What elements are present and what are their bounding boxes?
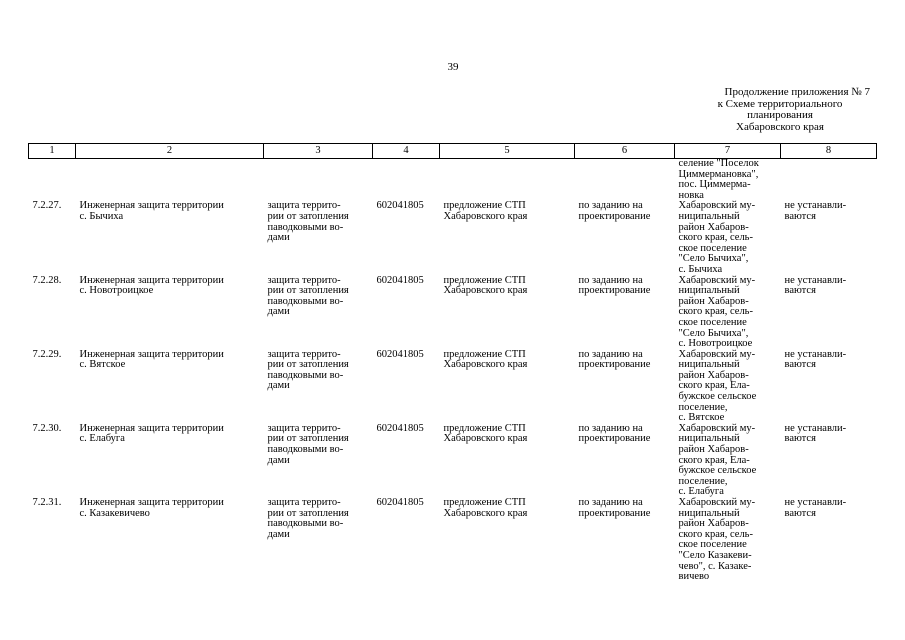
location-line: ское поселение [678, 316, 747, 328]
row-number-line: 7.2.29. [32, 348, 62, 360]
location-line: район Хабаров- [678, 221, 749, 233]
object-name-cell [76, 201, 264, 275]
purpose-cell [264, 350, 373, 424]
purpose-cell [264, 424, 373, 498]
purpose-cell [264, 276, 373, 350]
location-line: "Село Бычиха", [678, 327, 749, 339]
zone-cell [781, 424, 877, 498]
location-line: селение "Поселок [678, 158, 759, 169]
location-line: бужское сельское [678, 465, 757, 477]
location-line: вичево [678, 571, 710, 583]
objects-table [28, 143, 877, 583]
purpose-line: дами [267, 380, 290, 392]
code-line: 602041805 [376, 200, 424, 212]
purpose-line: паводковыми во- [267, 444, 344, 456]
purpose-line: дами [267, 232, 290, 244]
stage-cell [575, 424, 675, 498]
row-number-cell [29, 498, 76, 583]
purpose-line: дами [267, 528, 290, 540]
purpose-line: рии от затопления [267, 210, 349, 222]
location-line: ниципальный [678, 433, 740, 445]
location-line: ского края, Ела- [678, 380, 750, 392]
object-name-line: с. Вятское [79, 359, 126, 371]
location-line: пос. Циммермa- [678, 179, 751, 191]
location-line: район Хабаров- [678, 295, 749, 307]
location-line: поселение, [678, 475, 728, 487]
object-name-line: Инженерная защита территории [79, 274, 224, 286]
header-note-line: Хабаровского края [736, 120, 824, 133]
column-header: 4 [373, 144, 440, 159]
object-name-cell [76, 276, 264, 350]
column-header: 2 [76, 144, 264, 159]
object-name-line: Инженерная защита территории [79, 422, 224, 434]
stage-cell [575, 350, 675, 424]
object-name-line: с. Елабуга [79, 433, 125, 445]
row-number-cell [29, 424, 76, 498]
location-line: ниципальный [678, 210, 740, 222]
source-line: Хабаровского края [443, 359, 528, 371]
zone-line: не устанавли- [784, 274, 847, 286]
object-name-line: Инженерная защита территории [79, 348, 224, 360]
purpose-cell [264, 498, 373, 583]
stage-cell [575, 498, 675, 583]
row-number-line: 7.2.31. [32, 497, 62, 508]
continuation-cell [675, 159, 781, 202]
source-line: Хабаровского края [443, 433, 528, 445]
location-line: ское поселение [678, 539, 747, 551]
location-line: с. Новотроицкое [678, 338, 753, 350]
location-line: ниципальный [678, 507, 740, 519]
location-line: ского края, сель- [678, 528, 753, 540]
purpose-line: дами [267, 454, 290, 466]
object-name-line: Инженерная защита территории [79, 497, 224, 508]
column-header: 7 [675, 144, 781, 159]
source-cell [440, 498, 575, 583]
location-line: ниципальный [678, 285, 740, 297]
location-line: "Село Бычиха", [678, 253, 749, 265]
source-cell [440, 350, 575, 424]
location-cell [675, 350, 781, 424]
zone-cell [781, 498, 877, 583]
column-header: 3 [264, 144, 373, 159]
location-line: ское поселение [678, 242, 747, 254]
source-line: Хабаровского края [443, 285, 528, 297]
location-line: с. Бычиха [678, 263, 723, 275]
stage-line: проектирование [578, 285, 651, 297]
location-line: ниципальный [678, 359, 740, 371]
column-header: 6 [575, 144, 675, 159]
object-name-line: с. Казакевичево [79, 507, 150, 519]
zone-line: ваются [784, 210, 816, 222]
purpose-line: защита террито- [267, 497, 341, 508]
object-name-cell [76, 350, 264, 424]
purpose-line: паводковыми во- [267, 369, 344, 381]
source-line: предложение СТП [443, 274, 526, 286]
stage-line: проектирование [578, 507, 651, 519]
table-row [29, 424, 877, 498]
purpose-cell [264, 201, 373, 275]
location-line: с. Вятское [678, 412, 725, 424]
column-number-row [29, 144, 877, 159]
stage-line: проектирование [578, 210, 651, 222]
code-cell [373, 201, 440, 275]
location-line: бужское сельское [678, 391, 757, 403]
continuation-row [29, 159, 877, 202]
object-name-line: с. Бычиха [79, 210, 124, 222]
source-line: предложение СТП [443, 200, 526, 212]
zone-line: ваются [784, 359, 816, 371]
row-number-line: 7.2.28. [32, 274, 62, 286]
row-number-line: 7.2.30. [32, 422, 62, 434]
table-row [29, 276, 877, 350]
object-name-line: с. Новотроицкое [79, 285, 154, 297]
source-cell [440, 276, 575, 350]
code-cell [373, 350, 440, 424]
location-line: ского края, сель- [678, 306, 753, 318]
zone-line: ваются [784, 285, 816, 297]
stage-cell [575, 201, 675, 275]
purpose-line: паводковыми во- [267, 295, 344, 307]
code-line: 602041805 [376, 497, 424, 508]
purpose-line: паводковыми во- [267, 518, 344, 530]
location-line: с. Елабуга [678, 486, 724, 498]
row-number-cell [29, 276, 76, 350]
location-line: район Хабаров- [678, 518, 749, 530]
row-number-line: 7.2.27. [32, 200, 62, 212]
location-line: поселение, [678, 401, 728, 413]
stage-line: проектирование [578, 433, 651, 445]
location-line: "Село Казакеви- [678, 549, 752, 561]
code-cell [373, 276, 440, 350]
row-number-cell [29, 350, 76, 424]
source-line: предложение СТП [443, 348, 526, 360]
location-line: Хабаровский му- [678, 200, 756, 212]
appendix-header-note [690, 87, 870, 133]
code-line: 602041805 [376, 274, 424, 286]
purpose-line: защита террито- [267, 274, 341, 286]
code-line: 602041805 [376, 422, 424, 434]
stage-line: по заданию на [578, 497, 643, 508]
location-line: Хабаровский му- [678, 422, 756, 434]
location-cell [675, 276, 781, 350]
location-line: ского края, сель- [678, 232, 753, 244]
purpose-line: рии от затопления [267, 507, 349, 519]
header-note-line: Продолжение приложения № 7 [724, 86, 870, 98]
zone-line: не устанавли- [784, 497, 847, 508]
location-line: ского края, Ела- [678, 454, 750, 466]
object-name-cell [76, 424, 264, 498]
source-line: Хабаровского края [443, 507, 528, 519]
table-row [29, 498, 877, 583]
code-cell [373, 424, 440, 498]
table-row [29, 201, 877, 275]
zone-line: ваются [784, 433, 816, 445]
object-name-cell [76, 498, 264, 583]
source-line: Хабаровского края [443, 210, 528, 222]
location-cell [675, 201, 781, 275]
purpose-line: защита террито- [267, 200, 341, 212]
zone-line: не устанавли- [784, 348, 847, 360]
stage-line: по заданию на [578, 200, 643, 212]
location-line: Хабаровский му- [678, 497, 756, 508]
source-line: предложение СТП [443, 422, 526, 434]
location-cell [675, 424, 781, 498]
location-line: Циммермановка", [678, 168, 759, 180]
object-name-line: Инженерная защита территории [79, 200, 224, 212]
location-line: район Хабаров- [678, 369, 749, 381]
purpose-line: защита террито- [267, 422, 341, 434]
zone-line: не устанавли- [784, 422, 847, 434]
stage-line: по заданию на [578, 348, 643, 360]
purpose-line: рии от затопления [267, 285, 349, 297]
page-number: 39 [447, 61, 459, 73]
column-header: 5 [440, 144, 575, 159]
source-cell [440, 424, 575, 498]
location-line: Хабаровский му- [678, 348, 756, 360]
location-line: чево", с. Казаке- [678, 560, 752, 572]
column-header: 1 [29, 144, 76, 159]
header-note-line: планирования [747, 109, 813, 121]
source-cell [440, 201, 575, 275]
zone-cell [781, 201, 877, 275]
stage-line: проектирование [578, 359, 651, 371]
purpose-line: рии от затопления [267, 359, 349, 371]
location-line: Хабаровский му- [678, 274, 756, 286]
location-cell [675, 498, 781, 583]
header-note-line: к Схеме территориального [717, 97, 843, 110]
purpose-line: паводковыми во- [267, 221, 344, 233]
row-number-cell [29, 201, 76, 275]
stage-line: по заданию на [578, 422, 643, 434]
source-line: предложение СТП [443, 497, 526, 508]
stage-cell [575, 276, 675, 350]
purpose-line: рии от затопления [267, 433, 349, 445]
location-line: район Хабаров- [678, 444, 749, 456]
zone-line: не устанавли- [784, 200, 847, 212]
table-row [29, 350, 877, 424]
table-body [29, 159, 877, 583]
code-cell [373, 498, 440, 583]
column-header: 8 [781, 144, 877, 159]
stage-line: по заданию на [578, 274, 643, 286]
zone-cell [781, 276, 877, 350]
purpose-line: дами [267, 306, 290, 318]
location-line: новка [678, 189, 704, 201]
purpose-line: защита террито- [267, 348, 341, 360]
code-line: 602041805 [376, 348, 424, 360]
zone-line: ваются [784, 507, 816, 519]
zone-cell [781, 350, 877, 424]
